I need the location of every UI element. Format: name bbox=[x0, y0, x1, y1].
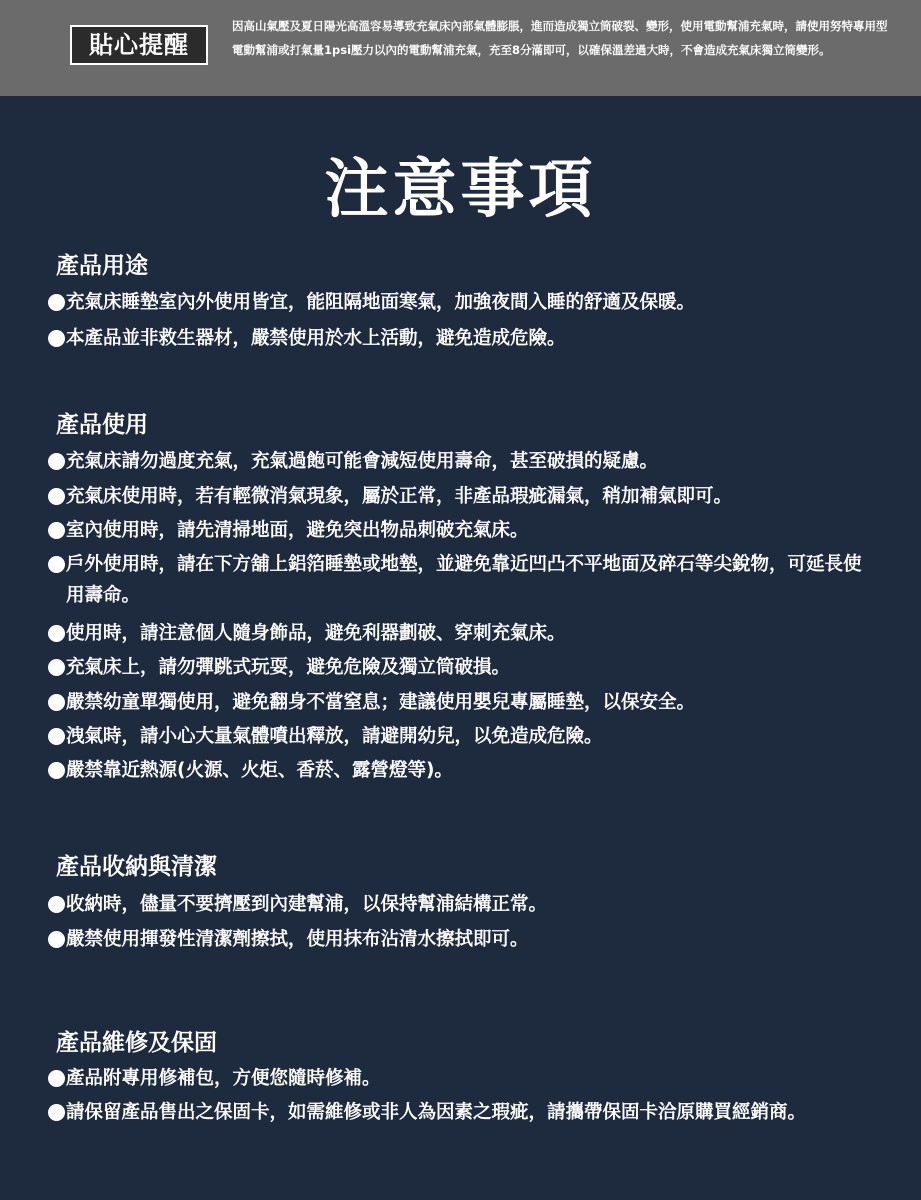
list-item: 收納時，儘量不要擠壓到內建幫浦，以保持幫浦結構正常。 bbox=[48, 889, 878, 920]
bullet-icon bbox=[48, 1104, 65, 1121]
list-item: 嚴禁靠近熱源(火源、火炬、香菸、露營燈等)。 bbox=[48, 755, 878, 786]
page-title: 注意事項 bbox=[324, 153, 597, 227]
list-item: 請保留產品售出之保固卡，如需維修或非人為因素之瑕疵，請攜帶保固卡洽原購買經銷商。 bbox=[48, 1097, 878, 1128]
list-item: 本產品並非救生器材，嚴禁使用於水上活動，避免造成危險。 bbox=[48, 323, 878, 354]
notice-badge: 貼心提醒 bbox=[70, 25, 208, 65]
bullet-icon bbox=[48, 294, 65, 311]
bullet-icon bbox=[48, 694, 65, 711]
bullet-icon bbox=[48, 522, 65, 539]
list-item: 嚴禁使用揮發性清潔劑擦拭，使用抹布沾清水擦拭即可。 bbox=[48, 924, 878, 955]
bullet-icon bbox=[48, 1070, 65, 1087]
list-item: 充氣床睡墊室內外使用皆宜，能阻隔地面寒氣，加強夜間入睡的舒適及保暖。 bbox=[48, 287, 878, 318]
section-title: 產品使用 bbox=[56, 412, 148, 438]
bullet-icon bbox=[48, 330, 65, 347]
bullet-icon bbox=[48, 659, 65, 676]
section-title: 產品收納與清潔 bbox=[56, 854, 217, 880]
bullet-icon bbox=[48, 762, 65, 779]
list-item: 洩氣時，請小心大量氣體噴出釋放，請避開幼兒，以免造成危險。 bbox=[48, 721, 878, 752]
list-item: 產品附專用修補包，方便您隨時修補。 bbox=[48, 1063, 878, 1094]
section-title: 產品用途 bbox=[56, 253, 148, 279]
bullet-icon bbox=[48, 896, 65, 913]
list-item: 使用時，請注意個人隨身飾品，避免利器劃破、穿刺充氣床。 bbox=[48, 618, 878, 649]
list-item: 嚴禁幼童單獨使用，避免翻身不當窒息；建議使用嬰兒專屬睡墊，以保安全。 bbox=[48, 687, 878, 718]
notice-text: 因高山氣壓及夏日陽光高溫容易導致充氣床內部氣體膨脹，進而造成獨立筒破裂、變形，使用電動幫浦充氣時，請使用努特專用型電動幫浦或打氣量1psi壓力以內的電動幫浦充氣，充至8分滿即可，以確保溫差過大時，不會造成充氣床獨立筒變形。 bbox=[232, 19, 888, 57]
bullet-icon bbox=[48, 728, 65, 745]
bullet-icon bbox=[48, 556, 65, 573]
bullet-icon bbox=[48, 453, 65, 470]
notice-banner bbox=[0, 0, 921, 96]
section-title: 產品維修及保固 bbox=[56, 1030, 217, 1056]
bullet-icon bbox=[48, 625, 65, 642]
list-item: 充氣床請勿過度充氣，充氣過飽可能會減短使用壽命，甚至破損的疑慮。 bbox=[48, 446, 878, 477]
list-item: 充氣床使用時，若有輕微消氣現象，屬於正常，非產品瑕疵漏氣，稍加補氣即可。 bbox=[48, 481, 878, 512]
list-item: 室內使用時，請先清掃地面，避免突出物品刺破充氣床。 bbox=[48, 515, 878, 546]
bullet-icon bbox=[48, 488, 65, 505]
list-item: 充氣床上，請勿彈跳式玩耍，避免危險及獨立筒破損。 bbox=[48, 652, 878, 683]
list-item: 戶外使用時，請在下方舖上鋁箔睡墊或地墊，並避免靠近凹凸不平地面及碎石等尖銳物，可延長使用壽命。 bbox=[48, 549, 878, 611]
bullet-icon bbox=[48, 931, 65, 948]
